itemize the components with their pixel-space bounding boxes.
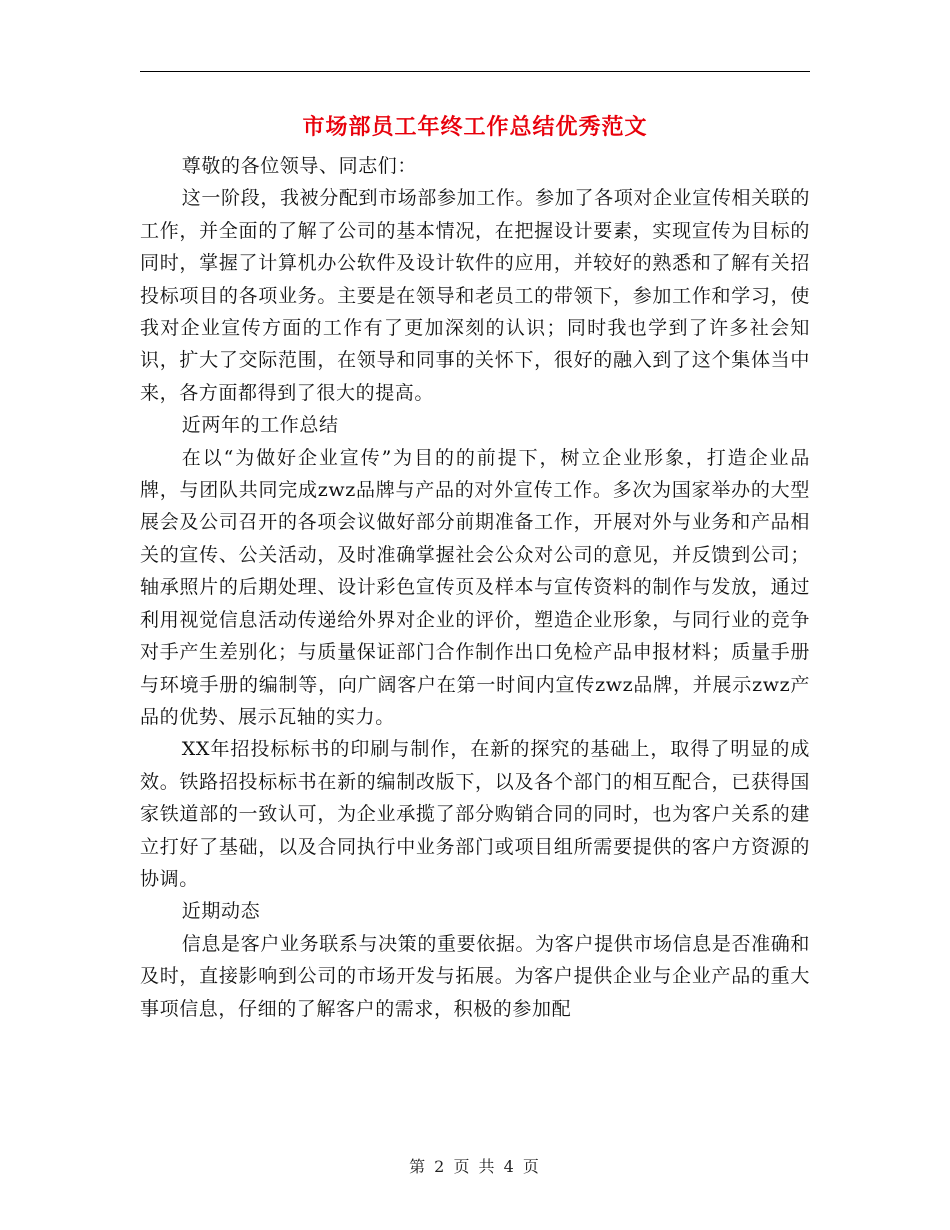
section-heading-recent: 近期动态: [181, 900, 261, 923]
document-body: [140, 150, 810, 1025]
paragraph-promotion: 在以“为做好企业宣传”为目的的前提下，树立企业形象，打造企业品牌，与团队共同完成zwz品牌与产品的对外宣传工作。多次为国家举办的大型展会及公司召开的各项会议做好部分前期准备工作，开展对外与业务和产品相关的宣传、公关活动，及时准确掌握社会公众对公司的意见，并反馈到公司；轴承照片的后期处理、设计彩色宣传页及样本与宣传资料的制作与发放，通过利用视觉信息活动传递给外界对企业的评价，塑造企业形象，与同行业的竞争对手产生差别化；与质量保证部门合作制作出口免检产品申报材料；质量手册与环境手册的编制等，向广阔客户在第一时间内宣传zwz品牌，并展示zwz产品的优势、展示瓦轴的实力。: [140, 446, 810, 728]
page-number: 第 2 页 共 4 页: [409, 1157, 541, 1176]
paragraph-information: 信息是客户业务联系与决策的重要依据。为客户提供市场信息是否准确和及时，直接影响到公司的市场开发与拓展。为客户提供企业与企业产品的重大事项信息，仔细的了解客户的需求，积极的参加配: [140, 932, 810, 1020]
section-heading-summary: 近两年的工作总结: [181, 414, 339, 437]
salutation: 尊敬的各位领导、同志们：: [181, 155, 417, 177]
document-title: 市场部员工年终工作总结优秀范文: [302, 114, 648, 140]
paragraph-intro: 这一阶段，我被分配到市场部参加工作。参加了各项对企业宣传相关联的工作，并全面的了解了公司的基本情况，在把握设计要素，实现宣传为目标的同时，掌握了计算机办公软件及设计软件的应用，并较好的熟悉和了解有关招投标项目的各项业务。主要是在领导和老员工的带领下，参加工作和学习，使我对企业宣传方面的工作有了更加深刻的认识；同时我也学到了许多社会知识，扩大了交际范围，在领导和同事的关怀下，很好的融入到了这个集体当中来，各方面都得到了很大的提高。: [140, 187, 810, 404]
header-rule: [140, 71, 810, 72]
paragraph-bidding: XX年招投标标书的印刷与制作，在新的探究的基础上，取得了明显的成效。铁路招投标标书在新的编制改版下，以及各个部门的相互配合，已获得国家铁道部的一致认可，为企业承揽了部分购销合同的同时，也为客户关系的建立打好了基础，以及合同执行中业务部门或项目组所需要提供的客户方资源的协调。: [140, 738, 810, 890]
